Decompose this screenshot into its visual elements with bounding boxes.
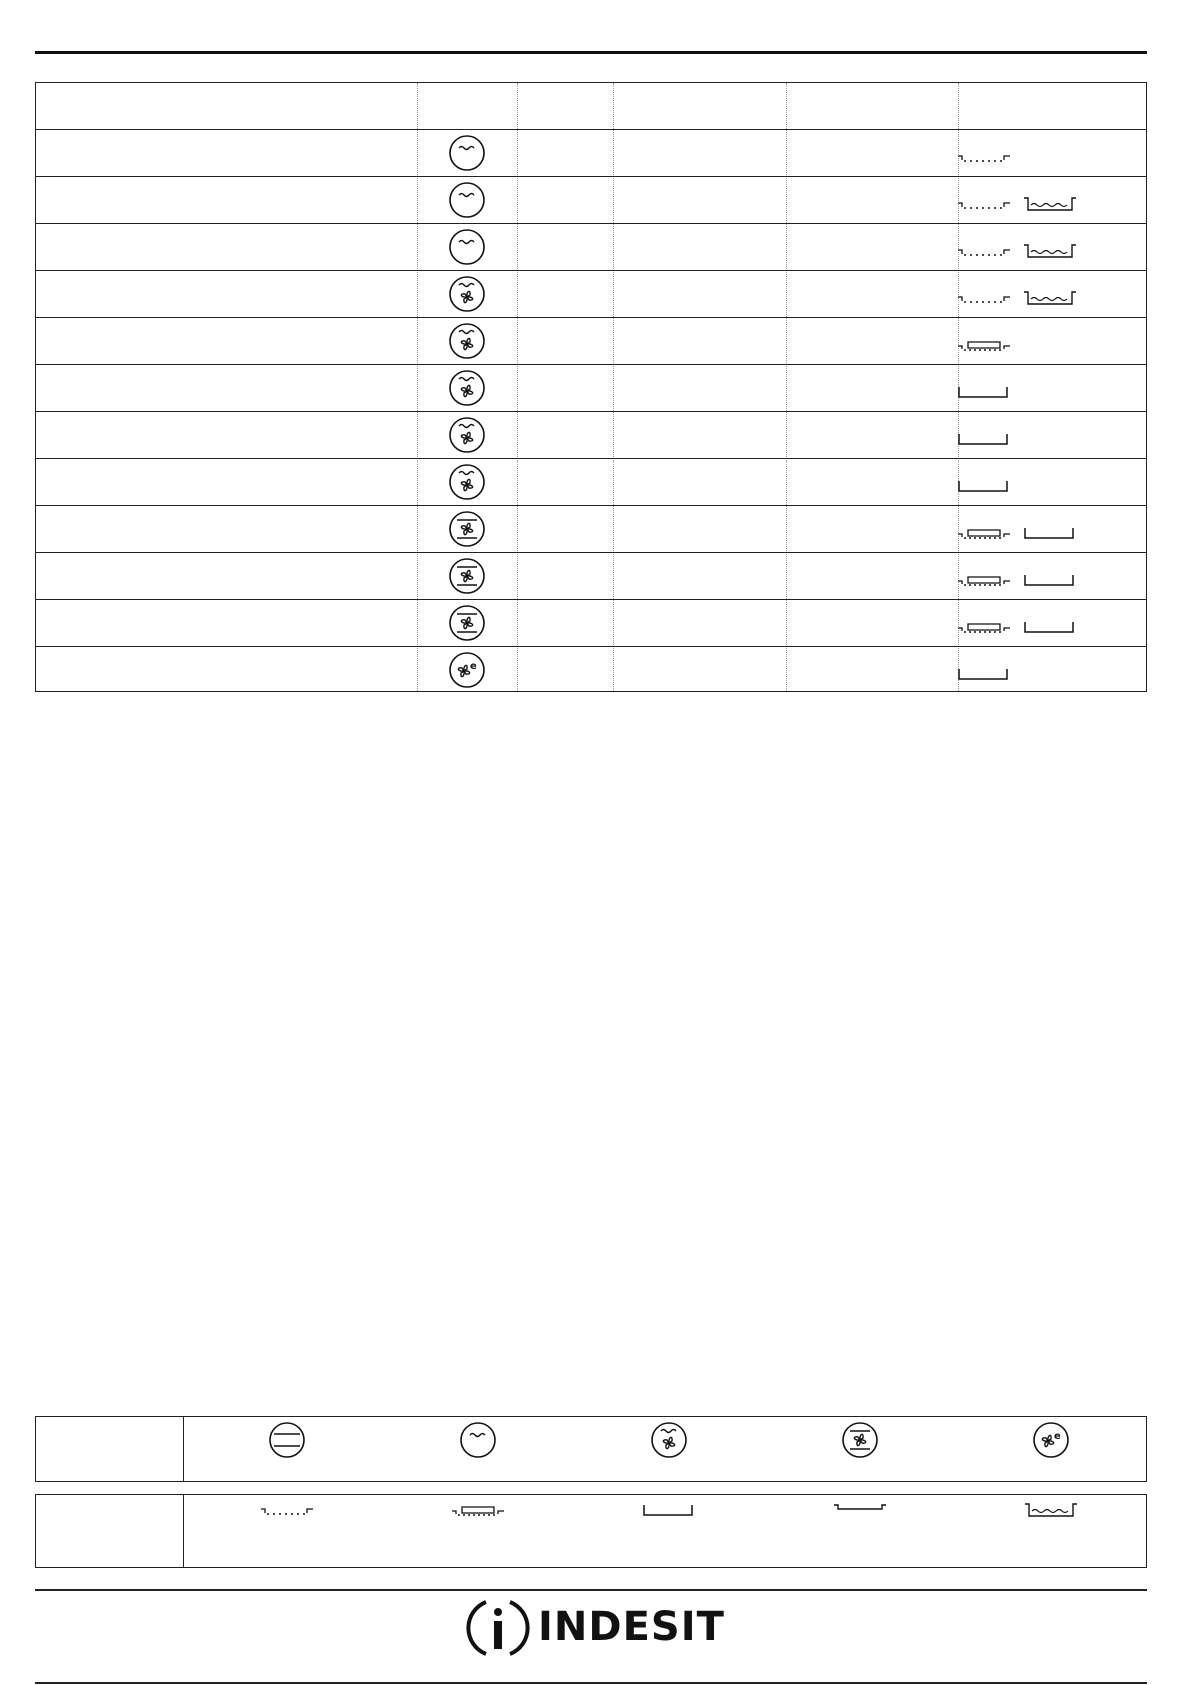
convection-bake-icon	[448, 604, 486, 642]
brand-logo	[466, 1596, 726, 1660]
table-row	[36, 458, 1146, 505]
baking-tray-on-shelf-icon	[956, 571, 1012, 596]
baking-tray-on-shelf-icon	[450, 1501, 506, 1526]
row-accessories	[956, 336, 1022, 362]
row-accessories	[956, 242, 1088, 268]
row-accessories	[956, 195, 1088, 221]
wire-shelf-icon	[956, 148, 1012, 173]
static-icon	[268, 1421, 306, 1464]
baking-tray-on-shelf-icon	[956, 618, 1012, 643]
forced-air-icon	[448, 463, 486, 501]
baking-tray-on-shelf-icon	[956, 336, 1012, 361]
baking-tray-icon	[956, 430, 1012, 455]
baking-tray-icon	[956, 383, 1012, 408]
table-row	[36, 646, 1146, 693]
bottom-rule	[35, 1589, 1147, 1591]
top-rule	[35, 51, 1147, 54]
table-row	[36, 129, 1146, 176]
table-row	[36, 223, 1146, 270]
conventional-icon	[448, 228, 486, 266]
dripping-pan-icon	[1023, 1501, 1079, 1526]
table-row	[36, 176, 1146, 223]
baking-tray-icon	[641, 1501, 697, 1526]
row-accessories	[956, 148, 1022, 174]
row-accessories	[956, 618, 1088, 644]
forced-air-icon	[448, 322, 486, 360]
forced-air-icon	[448, 416, 486, 454]
baking-tray-on-shelf-icon	[956, 524, 1012, 549]
row-accessories	[956, 571, 1088, 597]
row-accessories	[956, 524, 1088, 550]
wire-shelf-icon	[956, 289, 1012, 314]
baking-tray-icon	[956, 665, 1012, 690]
forced-air-icon	[650, 1421, 688, 1464]
row-accessories	[956, 383, 1022, 409]
dripping-pan-icon	[1022, 289, 1078, 314]
legend-functions	[35, 1416, 1147, 1482]
svg-text:e: e	[1053, 1431, 1061, 1442]
baking-tray-icon	[1022, 618, 1078, 643]
row-accessories	[956, 477, 1022, 503]
conventional-icon	[448, 134, 486, 172]
conventional-icon	[448, 181, 486, 219]
footer-rule	[35, 1682, 1147, 1684]
table-row	[36, 505, 1146, 552]
table-row	[36, 552, 1146, 599]
svg-text:e: e	[470, 661, 477, 672]
grill-tray-icon	[832, 1501, 888, 1526]
row-accessories	[956, 430, 1022, 456]
brand-name: INDESIT	[538, 1604, 725, 1650]
legend-accessories	[35, 1494, 1147, 1568]
convection-bake-icon	[448, 557, 486, 595]
wire-shelf-icon	[259, 1501, 315, 1526]
baking-tray-icon	[1022, 571, 1078, 596]
cooking-table	[35, 82, 1147, 692]
indesit-logo-icon	[466, 1596, 530, 1660]
table-row	[36, 270, 1146, 317]
dripping-pan-icon	[1022, 242, 1078, 267]
table-row	[36, 317, 1146, 364]
wire-shelf-icon	[956, 242, 1012, 267]
baking-tray-icon	[956, 477, 1012, 502]
baking-tray-icon	[1022, 524, 1078, 549]
conventional-icon	[459, 1421, 497, 1464]
row-accessories	[956, 289, 1088, 315]
convection-bake-icon	[841, 1421, 879, 1464]
dripping-pan-icon	[1022, 195, 1078, 220]
forced-air-icon	[448, 275, 486, 313]
convection-bake-icon	[448, 510, 486, 548]
row-accessories	[956, 665, 1022, 691]
table-row	[36, 599, 1146, 646]
eco-forced-air-icon	[1032, 1421, 1070, 1464]
legend-divider	[183, 1417, 184, 1481]
forced-air-icon	[448, 369, 486, 407]
table-row	[36, 411, 1146, 458]
legend-divider	[183, 1495, 184, 1567]
table-row	[36, 364, 1146, 411]
wire-shelf-icon	[956, 195, 1012, 220]
eco-forced-air-icon	[448, 651, 486, 689]
